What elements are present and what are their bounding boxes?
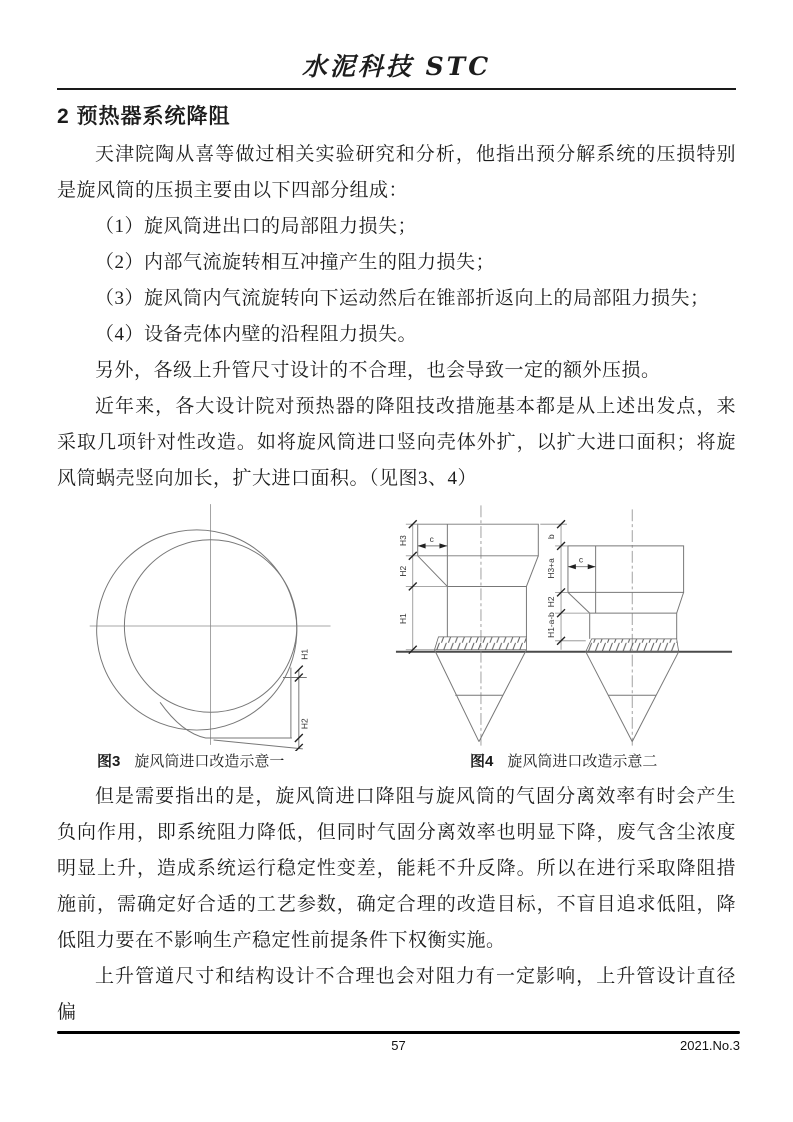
figure4-caption-label: 图4 [470,753,494,770]
list-item-4: （4）设备壳体内壁的沿程阻力损失。 [95,324,418,345]
journal-title: 水泥科技 STC [301,52,492,81]
section-heading: 2 预热器系统降阻 [57,105,231,128]
fig4-dim-label-h1ab: H1-a-b [546,612,557,638]
fig3-dimensions [295,649,310,751]
fig3-dim-label-h1: H1 [299,648,310,660]
paragraph-intro: 天津院陶从喜等做过相关实验研究和分析，他指出预分解系统的压损特别是旋风筒的压损主要由以下四部分组成： [57,144,736,201]
list-item-1: （1）旋风筒进出口的局部阻力损失； [95,216,418,237]
fig4-dim-label-h2: H2 [397,565,408,577]
paragraph-last: 上升管道尺寸和结构设计不合理也会对阻力有一定影响，上升管设计直径偏 [57,966,736,1023]
volute-plan-view [90,504,331,749]
figure3-caption-text: 旋风筒进口改造示意一 [134,754,285,770]
header-rule [57,88,736,90]
list-item-2: （2）内部气流旋转相互冲撞产生的阻力损失； [95,252,496,273]
page-footer [57,1031,740,1053]
fig4-dim-label-b: b [546,534,557,540]
fig4-dim-label-c2: c [578,554,584,565]
figures-row [57,501,736,773]
fig4-dim-label-c: c [429,533,434,544]
fig4-dim-label-h3a: H3+a [546,558,557,579]
fig4-dim-label-h1: H1 [397,613,408,625]
figure3-caption [57,752,390,772]
paragraph-extra-loss: 另外，各级上升管尺寸设计的不合理，也会导致一定的额外压损。 [95,360,661,381]
figure3-drawing [57,501,390,751]
figure-3 [57,501,390,773]
paragraph-note: 但是需要指出的是，旋风筒进口降阻与旋风筒的气固分离效率有时会产生负向作用，即系统阻力降低，但同时气固分离效率也明显下降，废气含尘浓度明显上升，造成系统运行稳定性变差，能耗不升反降。所以在进行采取降阻措施前，需确定好合适的工艺参数，确定合理的改造目标，不盲目追求低阻，降低阻力要在不影响生产稳定性前提条件下权衡实施。 [57,786,736,951]
footer-row [57,1038,740,1053]
paragraph-recent-years: 近年来，各大设计院对预热器的降阻技改措施基本都是从上述出发点，来采取几项针对性改造。如将旋风筒进口竖向壳体外扩，以扩大进口面积；将旋风筒蜗壳竖向加长，扩大进口面积。（见图3、4） [57,396,736,489]
fig4-dim-label-h3: H3 [397,535,408,546]
cyclone-right [568,509,684,745]
footer-rule [57,1031,740,1034]
page-number: 57 [391,1038,406,1053]
figure3-caption-label: 图3 [97,753,121,770]
cyclone-left [418,505,539,745]
list-item-3: （3）旋风筒内气流旋转向下运动然后在锥部折返向上的局部阻力损失； [95,288,710,309]
figure4-caption-text: 旋风筒进口改造示意二 [507,754,658,770]
figure-4 [392,501,736,773]
figure4-drawing [392,501,736,751]
fig4-dim-label-h2r: H2 [546,596,557,608]
figure4-caption [392,752,736,772]
fig3-dim-label-h2: H2 [299,718,310,730]
issue-number: 2021.No.3 [680,1038,740,1053]
cyclone-left-dimensions [398,520,448,653]
